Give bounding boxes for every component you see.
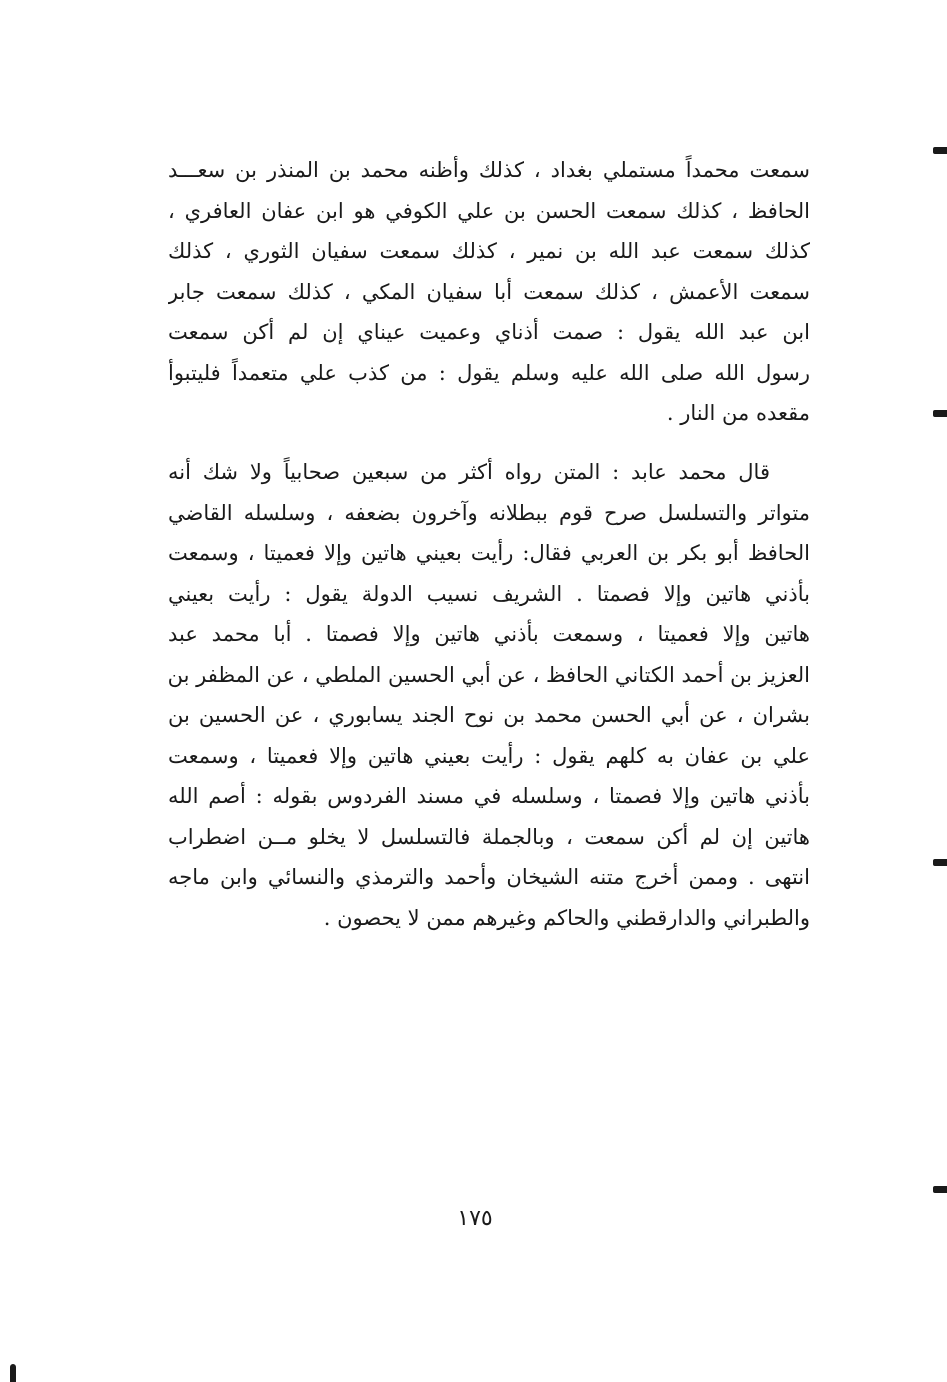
text-line: هاتين وإلا فعميتا ، وسمعت بأذني هاتين وإلا فصمتا . أبا محمد عبد bbox=[168, 622, 810, 646]
text-line: بأذني هاتين وإلا فصمتا . الشريف نسيب الدولة يقول : رأيت بعيني bbox=[168, 581, 810, 606]
text-line: مقعده من النار . bbox=[666, 401, 810, 425]
scan-edge-mark bbox=[933, 1186, 947, 1193]
text-line: انتهى . وممن أخرج متنه الشيخان وأحمد والترمذي والنسائي وابن ماجه bbox=[168, 865, 810, 889]
text-line: ابن عبد الله يقول : صمت أذناي وعميت عيناي إن لم أكن سمعت bbox=[168, 320, 810, 344]
text-line: الحافظ أبو بكر بن العربي فقال: رأيت بعيني هاتين وإلا فعميتا ، وسمعت bbox=[168, 541, 810, 565]
text-line: علي بن عفان به كلهم يقول : رأيت بعيني هاتين وإلا فعميتا ، وسمعت bbox=[168, 743, 810, 768]
text-line: سمعت الأعمش ، كذلك سمعت أبا سفيان المكي ، كذلك سمعت جابر bbox=[168, 279, 810, 304]
text-line: الحافظ ، كذلك سمعت الحسن بن علي الكوفي هو ابن عفان العافري ، bbox=[168, 198, 810, 223]
text-line: رسول الله صلى الله عليه وسلم يقول : من كذب علي متعمداً فليتبوأ bbox=[168, 360, 810, 385]
scan-edge-mark bbox=[933, 410, 947, 417]
scan-edge-mark bbox=[933, 147, 947, 154]
text-line: بأذني هاتين وإلا فصمتا ، وسلسله في مسند الفردوس بقوله : أصم الله bbox=[168, 784, 810, 808]
text-line: بشران ، عن أبي الحسن محمد بن نوح الجند يسابوري ، عن الحسين بن bbox=[168, 703, 810, 727]
page-number: ١٧٥ bbox=[457, 1206, 493, 1231]
text-line: هاتين إن لم أكن سمعت ، وبالجملة فالتسلسل لا يخلو مــن اضطراب bbox=[168, 824, 810, 849]
text-line: قال محمد عابد : المتن رواه أكثر من سبعين صحابياً ولا شك أنه bbox=[168, 460, 770, 484]
paragraph-2 bbox=[168, 452, 810, 938]
scan-corner-mark bbox=[10, 1364, 16, 1382]
text-line: متواتر والتسلسل صرح قوم ببطلانه وآخرون بضعفه ، وسلسله القاضي bbox=[168, 500, 810, 525]
text-line: كذلك سمعت عبد الله بن نمير ، كذلك سمعت سفيان الثوري ، كذلك bbox=[168, 239, 810, 263]
text-line: سمعت محمداً مستملي بغداد ، كذلك وأظنه محمد بن المنذر بن سعـــد bbox=[168, 158, 810, 182]
text-line: والطبراني والدارقطني والحاكم وغيرهم ممن لا يحصون . bbox=[323, 905, 810, 930]
scan-edge-mark bbox=[933, 859, 947, 866]
text-line: العزيز بن أحمد الكتاني الحافظ ، عن أبي الحسين الملطي ، عن المظفر بن bbox=[168, 662, 810, 687]
paragraph-1 bbox=[168, 150, 810, 434]
